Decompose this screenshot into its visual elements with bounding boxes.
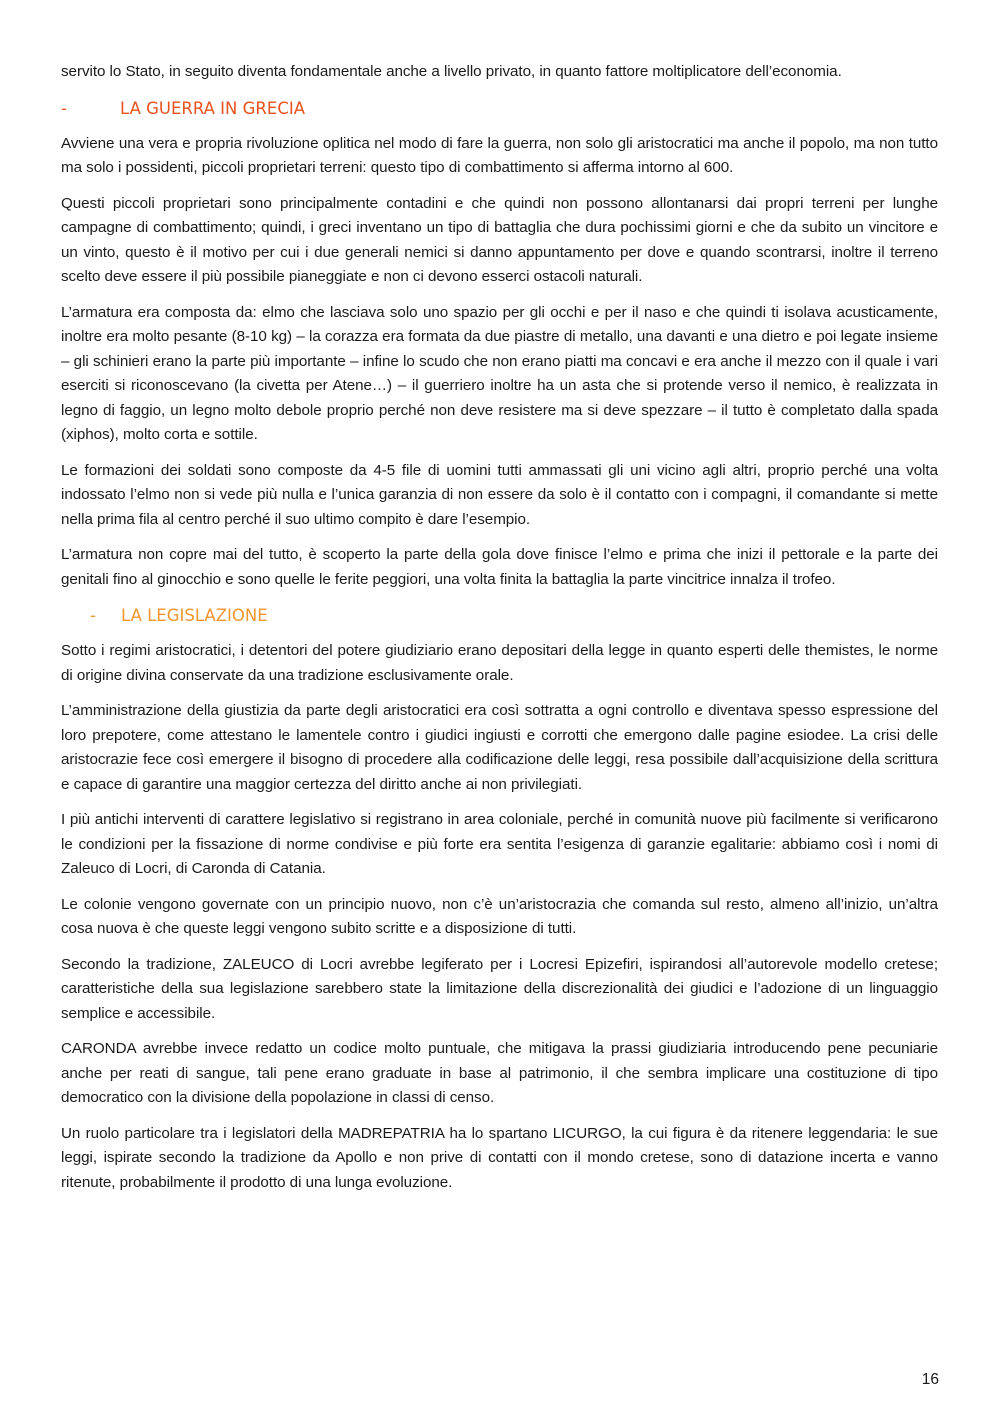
paragraph-zaleuco: Secondo la tradizione, ZALEUCO di Locri avrebbe legiferato per i Locresi Epizefiri, ispirandosi all’autorevole modello cretese; caratteristiche della sua legislazione sarebbero state la limitazione della discrezionalità dei giudici e l’adozione di un linguaggio semplice e accessibile. (61, 955, 938, 1022)
paragraph-interventi-legislativi: I più antichi interventi di carattere legislativo si registrano in area coloniale, perché in comunità nuove più facilmente si verificarono le condizioni per la fissazione di norme condivise e più forte era sentita l’esigenza di garanzie egalitarie: abbiamo così i nomi di Zaleuco di Locri, di Caronda di Catania. (61, 811, 938, 877)
section-heading-legislazione (61, 603, 938, 629)
paragraph-armatura-scoperta: L’armatura non copre mai del tutto, è scoperto la parte della gola dove finisce l’elmo e prima che inizi il pettorale e la parte dei genitali fino al ginocchio e sono quelle le ferite peggiori, una volta finita la battaglia la parte vincitrice innalza il trofeo. (61, 546, 938, 588)
paragraph-formazioni: Le formazioni dei soldati sono composte da 4-5 file di uomini tutti ammassati gli uni vicino agli altri, proprio perché una volta indossato l’elmo non si vede più nulla e l’unica garanzia di non essere da solo è il contatto con i compagni, il comandante si mette nella prima fila al centro perché il suo ultimo compito è dare l’esempio. (61, 461, 938, 528)
paragraph-regimi-aristocratici: Sotto i regimi aristocratici, i detentori del potere giudiziario erano depositari della legge in quanto esperti delle themistes, le norme di origine divina conservate da una tradizione esclusivamente orale. (61, 642, 938, 684)
paragraph-rivoluzione-oplitica: Avviene una vera e propria rivoluzione oplitica nel modo di fare la guerra, non solo gli aristocratici ma anche il popolo, ma non tutto ma solo i possidenti, piccoli proprietari terreni: questo tipo di combattimento si afferma intorno al 600. (61, 134, 938, 176)
paragraph-colonie: Le colonie vengono governate con un principio nuovo, non c’è un’aristocrazia che comanda sul resto, almeno all’inizio, un’altra cosa nuova è che queste leggi vengono subito scritte e a disposizione di tutti. (61, 895, 938, 937)
section-heading-guerra-in-grecia (61, 96, 938, 122)
paragraph-licurgo: Un ruolo particolare tra i legislatori della MADREPATRIA ha lo spartano LICURGO, la cui figura è da ritenere leggendaria: le sue leggi, ispirate secondo la tradizione da Apollo e non prive di contatti con il mondo cretese, sono di datazione incerta e vanno ritenute, probabilmente il prodotto di una lunga evoluzione. (61, 1124, 938, 1191)
paragraph-caronda: CARONDA avrebbe invece redatto un codice molto puntuale, che mitigava la prassi giudiziaria introducendo pene pecuniarie anche per reati di sangue, tali pene erano graduate in base al patrimonio, il che sembra implicare una costituzione di tipo democratico con la divisione della popolazione in classi di censo. (61, 1040, 938, 1106)
paragraph-piccoli-proprietari: Questi piccoli proprietari sono principalmente contadini e che quindi non possono allontanarsi dai propri terreni per lunghe campagne di combattimento; quindi, i greci inventano un tipo di battaglia che dura pochissimi giorni e che da subito un vincitore e un vinto, questo è il motivo per cui i due generali nemici si danno appuntamento per dove e quando scontrarsi, inoltre il terreno scelto deve essere il più possibile pianeggiate e non ci devono esserci ostacoli naturali. (61, 194, 938, 285)
paragraph-armatura: L’armatura era composta da: elmo che lasciava solo uno spazio per gli occhi e per il naso e che quindi ti isolava acusticamente, inoltre era molto pesante (8-10 kg) – la corazza era formata da due piastre di metallo, una davanti e una dietro e poi legate insieme – gli schinieri erano la parte più importante – infine lo scudo che non erano piatti ma concavi e era anche il mezzo con il quale i vari eserciti si riconoscevano (la civetta per Atene…) – il guerriero inoltre ha un asta che si protende verso il nemico, è realizzata in legno di faggio, un legno molto debole proprio perché non deve resistere ma si deve spezzare – il tutto è completato dalla spada (xiphos), molto corta e sottile. (61, 303, 938, 443)
paragraph-amministrazione-giustizia: L’amministrazione della giustizia da parte degli aristocratici era così sottratta a ogni controllo e diventava spesso espressione del loro prepotere, come attestano le lamentele contro i giudici ingiusti e corrotti che emergono dalle pagine esiodee. La crisi delle aristocrazie fece così emergere il bisogno di procedere alla codificazione delle leggi, resa possibile dall’acquisizione della scrittura e capace di garantire una maggior certezza del diritto anche ai non privilegiati. (61, 702, 938, 793)
heading-text: LA LEGISLAZIONE (121, 606, 268, 625)
heading-text: LA GUERRA IN GRECIA (120, 98, 305, 118)
document-page (61, 60, 938, 1206)
paragraph-economia: servito lo Stato, in seguito diventa fondamentale anche a livello privato, in quanto fattore moltiplicatore dell’economia. (61, 63, 842, 80)
heading-bullet: - (90, 606, 96, 625)
heading-bullet: - (61, 98, 67, 118)
page-number: 16 (921, 1371, 939, 1388)
